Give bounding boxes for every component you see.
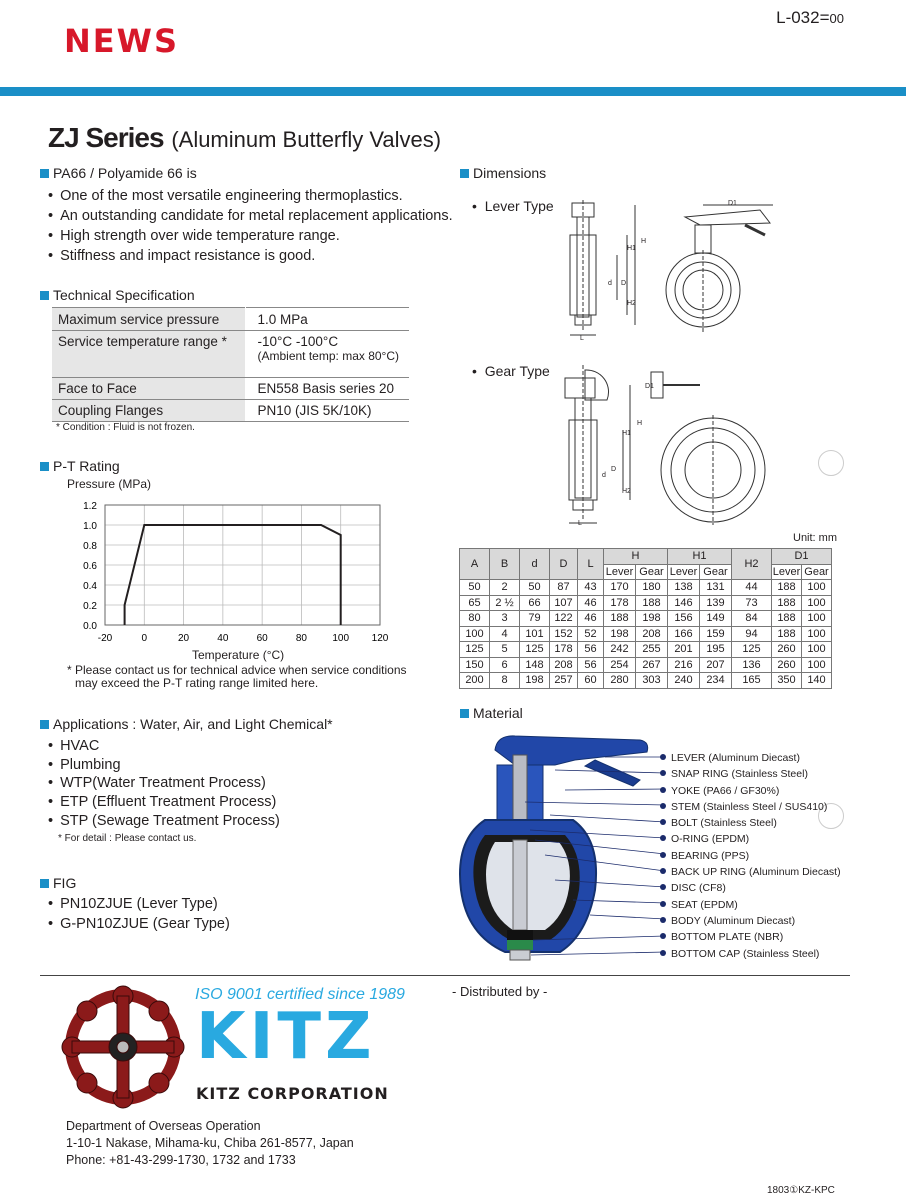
list-item: • Plumbing — [48, 756, 280, 775]
table-cell: 188 — [636, 595, 668, 611]
footer-divider — [40, 975, 850, 976]
gear-dim-label-l: L — [578, 520, 582, 527]
table-cell: 52 — [578, 626, 604, 642]
y-tick-label: 0.2 — [83, 601, 97, 612]
list-item: • High strength over wide temperature range. — [48, 226, 453, 246]
section-marker-icon — [460, 709, 469, 718]
table-cell: 149 — [700, 611, 732, 627]
table-cell: 125 — [520, 642, 550, 658]
section-marker-icon — [40, 720, 49, 729]
applications-list — [48, 737, 280, 831]
table-cell: 201 — [668, 642, 700, 658]
techspec-note: * Condition : Fluid is not frozen. — [56, 422, 195, 433]
table-row — [460, 626, 832, 642]
x-tick-label: 20 — [178, 633, 190, 644]
table-cell: 6 — [490, 657, 520, 673]
table-cell: 84 — [732, 611, 772, 627]
gear-dim-label-big-d: D — [611, 466, 617, 473]
section-marker-icon — [40, 169, 49, 178]
table-cell: 100 — [802, 642, 832, 658]
list-item: BACK UP RING (Aluminum Diecast) — [660, 864, 841, 880]
gear-dim-label-h: H — [637, 420, 643, 427]
table-cell: 207 — [700, 657, 732, 673]
table-cell: 44 — [732, 580, 772, 596]
y-tick-label: 1.2 — [83, 501, 97, 512]
table-row — [460, 673, 832, 689]
list-item: • An outstanding candidate for metal replacement applications. — [48, 206, 453, 226]
table-cell: 50 — [520, 580, 550, 596]
lever-type-label: • Lever Type — [472, 198, 554, 214]
x-tick-label: -20 — [97, 633, 113, 644]
x-tick-label: 120 — [371, 633, 389, 644]
gear-dim-label-d1: D1 — [645, 383, 654, 390]
table-cell: 138 — [668, 580, 700, 596]
document-number: L-032=00 — [776, 8, 844, 27]
table-cell: 198 — [636, 611, 668, 627]
table-cell: 5 — [490, 642, 520, 658]
list-item: BOTTOM CAP (Stainless Steel) — [660, 946, 841, 962]
applications-note: * For detail : Please contact us. — [58, 833, 197, 844]
print-code: 1803①KZ-KPC — [767, 1185, 835, 1196]
table-cell: 242 — [604, 642, 636, 658]
x-tick-label: 0 — [141, 633, 148, 644]
y-tick-label: 0.0 — [83, 621, 97, 632]
news-logo — [64, 22, 179, 60]
y-tick-label: 1.0 — [83, 521, 97, 532]
x-tick-label: 60 — [256, 633, 268, 644]
fig-heading: FIG — [40, 875, 76, 891]
dim-label-d: d — [608, 280, 612, 287]
table-cell: 208 — [550, 657, 578, 673]
y-tick-label: 0.4 — [83, 581, 97, 592]
table-row: Coupling Flanges PN10 (JIS 5K/10K) — [52, 400, 409, 422]
table-cell: 43 — [578, 580, 604, 596]
table-cell: 178 — [604, 595, 636, 611]
table-row — [460, 611, 832, 627]
list-item: BODY (Aluminum Diecast) — [660, 913, 841, 929]
applications-heading: Applications : Water, Air, and Light Chemical* — [40, 716, 333, 732]
list-item: BOLT (Stainless Steel) — [660, 815, 841, 831]
table-cell: 188 — [772, 580, 802, 596]
table-cell: 122 — [550, 611, 578, 627]
table-cell: 188 — [772, 626, 802, 642]
dim-label-l: L — [580, 335, 584, 342]
x-tick-label: 80 — [295, 633, 307, 644]
dim-label-d1: D1 — [728, 200, 737, 207]
dimensions-heading: Dimensions — [460, 165, 546, 181]
table-cell: 100 — [802, 611, 832, 627]
table-cell: 50 — [460, 580, 490, 596]
table-row — [460, 657, 832, 673]
table-row — [460, 595, 832, 611]
pt-heading: P-T Rating — [40, 458, 120, 474]
x-tick-label: 100 — [332, 633, 350, 644]
table-cell: 46 — [578, 595, 604, 611]
table-cell: 350 — [772, 673, 802, 689]
list-item: • WTP(Water Treatment Process) — [48, 774, 280, 793]
table-row — [460, 580, 832, 596]
table-cell: 200 — [460, 673, 490, 689]
dim-label-big-d: D — [621, 280, 627, 287]
list-item: BOTTOM PLATE (NBR) — [660, 929, 841, 945]
table-cell: 66 — [520, 595, 550, 611]
table-cell: 65 — [460, 595, 490, 611]
table-cell: 125 — [460, 642, 490, 658]
table-cell: 188 — [772, 611, 802, 627]
list-item: LEVER (Aluminum Diecast) — [660, 750, 841, 766]
table-cell: 150 — [460, 657, 490, 673]
table-cell: 198 — [520, 673, 550, 689]
table-cell: 60 — [578, 673, 604, 689]
pt-chart — [60, 495, 400, 665]
table-cell: 125 — [732, 642, 772, 658]
y-tick-label: 0.8 — [83, 541, 97, 552]
table-cell: 165 — [732, 673, 772, 689]
pt-series-line — [125, 525, 341, 625]
gear-dim-label-h1: H1 — [622, 430, 631, 437]
list-item: STEM (Stainless Steel / SUS410) — [660, 799, 841, 815]
pt-note: * Please contact us for technical advice when service conditions may exceed the P-T rating range limited here. — [67, 663, 407, 690]
table-cell: 159 — [700, 626, 732, 642]
material-heading: Material — [460, 705, 523, 721]
iso-certification: ISO 9001 certified since 1989 — [195, 986, 405, 1003]
table-cell: 198 — [604, 626, 636, 642]
table-cell: 255 — [636, 642, 668, 658]
table-cell: 260 — [772, 657, 802, 673]
table-cell: 4 — [490, 626, 520, 642]
table-cell: 257 — [550, 673, 578, 689]
table-cell: 2 ½ — [490, 595, 520, 611]
table-cell: 170 — [604, 580, 636, 596]
table-cell: 100 — [802, 580, 832, 596]
list-item: SEAT (EPDM) — [660, 897, 841, 913]
intro-heading: PA66 / Polyamide 66 is — [40, 165, 197, 181]
table-cell: 56 — [578, 642, 604, 658]
table-cell: 146 — [668, 595, 700, 611]
list-item: YOKE (PA66 / GF30%) — [660, 783, 841, 799]
table-cell: 208 — [636, 626, 668, 642]
dim-label-h1: H1 — [627, 245, 636, 252]
gear-type-label: • Gear Type — [472, 363, 550, 379]
dimensions-table: A B d D L H H1 H2 D1 Lever Gear Lever Gear Lever Gear 50 2 50 87 43 170 180 138 131 44 188 100 65 2 ½ 66 107 46 178 188 146 139 73 188 100 80 3 79 122 46 188 198 156 149 84 188 100 100 4 101 152 52 198 208 166 159 94 188 100 125 5 125 178 56 242 255 201 195 125 260 100 150 6 148 208 56 254 267 216 207 136 260 100 200 8 198 257 60 280 303 240 234 165 350 140 — [459, 548, 832, 689]
list-item: • STP (Sewage Treatment Process) — [48, 812, 280, 831]
table-row: Maximum service pressure 1.0 MPa — [52, 308, 409, 331]
section-marker-icon — [40, 462, 49, 471]
table-cell: 254 — [604, 657, 636, 673]
fig-list — [48, 894, 230, 934]
kitz-handwheel-logo — [58, 982, 188, 1112]
techspec-table — [52, 307, 409, 422]
table-cell: 100 — [802, 626, 832, 642]
table-cell: 166 — [668, 626, 700, 642]
table-row: Face to Face EN558 Basis series 20 — [52, 378, 409, 400]
punch-hole-mark — [818, 450, 844, 476]
table-cell: 178 — [550, 642, 578, 658]
table-cell: 3 — [490, 611, 520, 627]
corporation-name: KITZ CORPORATION — [196, 1084, 389, 1103]
table-cell: 100 — [802, 657, 832, 673]
table-row — [460, 642, 832, 658]
y-tick-label: 0.6 — [83, 561, 97, 572]
table-cell: 2 — [490, 580, 520, 596]
table-cell: 140 — [802, 673, 832, 689]
unit-label: Unit: mm — [793, 532, 837, 544]
kitz-logo-text: KITZ — [196, 1000, 376, 1074]
section-marker-icon — [40, 879, 49, 888]
news-text: NEWS — [64, 22, 179, 60]
table-cell: 139 — [700, 595, 732, 611]
list-item: • G-PN10ZJUE (Gear Type) — [48, 914, 230, 934]
table-cell: 152 — [550, 626, 578, 642]
table-cell: 195 — [700, 642, 732, 658]
list-item: DISC (CF8) — [660, 880, 841, 896]
table-cell: 94 — [732, 626, 772, 642]
list-item: • One of the most versatile engineering thermoplastics. — [48, 186, 453, 206]
contact-address: Department of Overseas Operation 1-10-1 Nakase, Mihama-ku, Chiba 261-8577, Japan Phone: +81-43-299-1730, 1732 and 1733 — [66, 1119, 354, 1167]
material-list — [660, 750, 841, 962]
table-cell: 73 — [732, 595, 772, 611]
table-cell: 303 — [636, 673, 668, 689]
table-cell: 188 — [604, 611, 636, 627]
section-marker-icon — [40, 291, 49, 300]
table-cell: 180 — [636, 580, 668, 596]
section-marker-icon — [460, 169, 469, 178]
pt-ylabel: Pressure (MPa) — [67, 477, 152, 491]
list-item: O-RING (EPDM) — [660, 831, 841, 847]
intro-bullets — [48, 186, 453, 266]
gear-dim-label-h2: H2 — [622, 488, 631, 495]
gear-dim-label-d: d — [602, 472, 606, 479]
x-tick-label: 40 — [217, 633, 229, 644]
table-cell: 56 — [578, 657, 604, 673]
table-cell: 46 — [578, 611, 604, 627]
table-cell: 240 — [668, 673, 700, 689]
table-cell: 260 — [772, 642, 802, 658]
techspec-heading: Technical Specification — [40, 287, 195, 303]
table-cell: 234 — [700, 673, 732, 689]
table-cell: 148 — [520, 657, 550, 673]
lever-type-drawing — [555, 195, 780, 345]
list-item: • ETP (Effluent Treatment Process) — [48, 793, 280, 812]
list-item: BEARING (PPS) — [660, 848, 841, 864]
table-cell: 8 — [490, 673, 520, 689]
table-cell: 131 — [700, 580, 732, 596]
list-item: SNAP RING (Stainless Steel) — [660, 766, 841, 782]
table-row: Service temperature range * -10°C -100°C (Ambient temp: max 80°C) — [52, 331, 409, 378]
table-cell: 100 — [460, 626, 490, 642]
gear-type-drawing — [555, 360, 780, 530]
table-cell: 107 — [550, 595, 578, 611]
valve-cutaway-illustration — [455, 730, 665, 965]
dim-label-h: H — [641, 238, 647, 245]
table-cell: 87 — [550, 580, 578, 596]
distributed-by-label: - Distributed by - — [452, 984, 548, 999]
header-divider-bar — [0, 87, 906, 96]
page-title: ZJ Series (Aluminum Butterfly Valves) — [48, 122, 442, 153]
table-cell: 280 — [604, 673, 636, 689]
table-cell: 267 — [636, 657, 668, 673]
table-cell: 136 — [732, 657, 772, 673]
table-cell: 101 — [520, 626, 550, 642]
list-item: • PN10ZJUE (Lever Type) — [48, 894, 230, 914]
table-cell: 188 — [772, 595, 802, 611]
table-cell: 79 — [520, 611, 550, 627]
table-cell: 100 — [802, 595, 832, 611]
table-cell: 80 — [460, 611, 490, 627]
table-cell: 216 — [668, 657, 700, 673]
dim-label-h2: H2 — [627, 300, 636, 307]
table-cell: 156 — [668, 611, 700, 627]
list-item: • HVAC — [48, 737, 280, 756]
pt-xlabel: Temperature (°C) — [192, 648, 285, 662]
list-item: • Stiffness and impact resistance is good. — [48, 246, 453, 266]
